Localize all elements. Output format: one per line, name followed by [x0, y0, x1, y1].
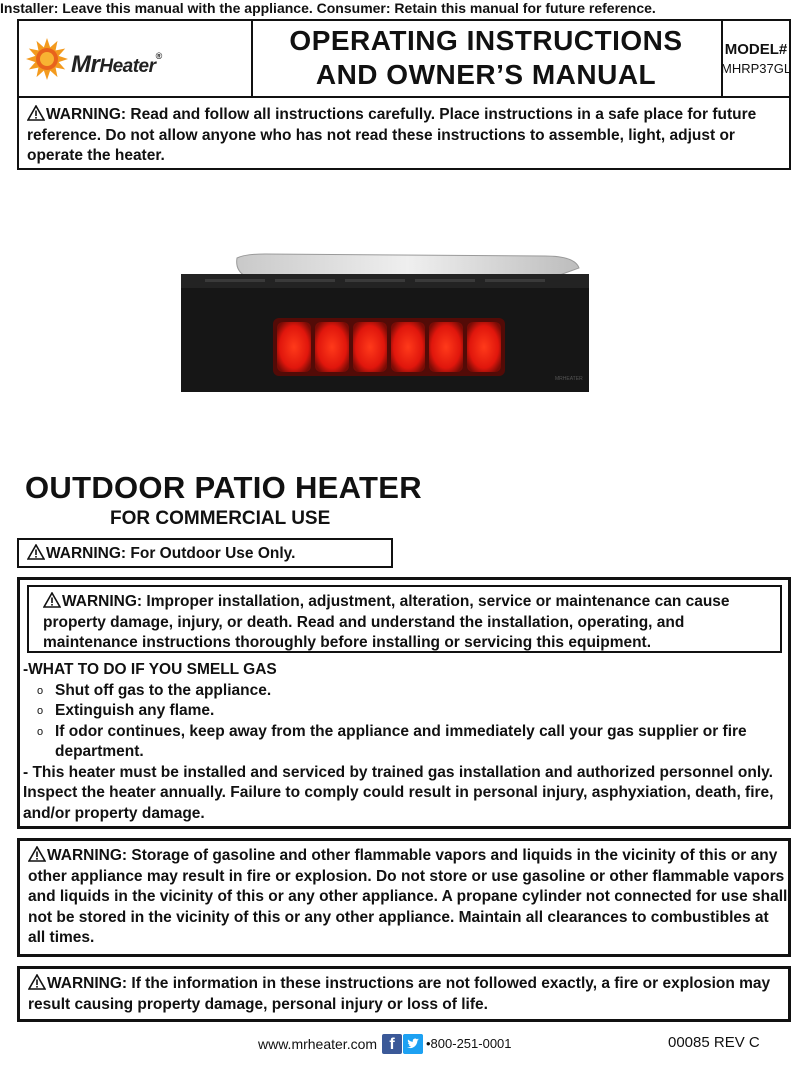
warning-read-instructions — [17, 98, 791, 170]
bullet-marker: o — [37, 705, 44, 717]
warning-text: Storage of gasoline and other flammable vapors and liquids in the vicinity of this or any other appliance may result in fire or explosion. Do not store or use gasoline or other flammable vapors and liquids in the vicinity of this or any other appliance. A propane cylinder not connected for use shall not be stored in the vicinity of this or any other appliance. Maintain all clearances to combustibles at all times. — [28, 847, 788, 946]
list-item-text: If odor continues, keep away from the appliance and immediately call your gas supplier or fire department. — [55, 722, 747, 760]
heater-badge-label: MRHEATER — [555, 376, 583, 382]
warning-text: For Outdoor Use Only. — [130, 545, 296, 562]
warning-flammable-storage — [17, 838, 791, 957]
twitter-icon — [403, 1034, 423, 1054]
warning-triangle-icon — [28, 974, 46, 990]
warning-keyword: WARNING: — [47, 975, 128, 992]
warning-keyword: WARNING: — [47, 847, 128, 864]
logo-heater: Heater — [99, 56, 156, 77]
warning-keyword: WARNING: — [62, 593, 143, 610]
website-url: www.mrheater.com — [258, 1036, 378, 1052]
warning-triangle-icon — [28, 846, 46, 862]
warning-keyword: WARNING: — [46, 106, 127, 123]
facebook-icon: f — [382, 1034, 402, 1054]
model-label: MODEL# — [724, 41, 788, 58]
warning-text: If the information in these instructions are not followed exactly, a fire or explosion may result causing property damage, personal injury or loss of life. — [28, 975, 771, 1013]
brand-logo — [19, 21, 253, 96]
warning-outdoor-use — [17, 538, 393, 568]
smell-gas-instructions — [23, 660, 783, 824]
heater-product-image — [165, 250, 605, 400]
product-subtitle: FOR COMMERCIAL USE — [110, 508, 331, 529]
title-line-1: OPERATING INSTRUCTIONS — [289, 25, 683, 56]
gas-safety-box — [17, 577, 791, 829]
logo-registered: ® — [155, 51, 162, 61]
title-line-2: AND OWNER’S MANUAL — [315, 59, 657, 90]
warning-fire-explosion — [17, 966, 791, 1022]
installation-note: - This heater must be installed and serviced by trained gas installation and authorized personnel only. Inspect the heater annually. Failure to comply could result in personal injury, asphyxiation, death, fire, and/or property damage. — [23, 763, 774, 822]
list-item-text: Shut off gas to the appliance. — [55, 681, 272, 699]
installer-notice: Installer: Leave this manual with the appliance. Consumer: Retain this manual for future reference. — [0, 0, 656, 16]
logo-mr: Mr — [71, 51, 100, 78]
bullet-marker: o — [37, 725, 44, 738]
warning-text: Improper installation, adjustment, alteration, service or maintenance can cause property damage, injury, or death. Read and understand the installation, operating, and maintenance instructions thoroughly before installing or servicing this equipment. — [43, 593, 730, 651]
list-item — [23, 681, 783, 702]
warning-triangle-icon — [43, 592, 61, 608]
phone-number: •800-251-0001 — [426, 1036, 512, 1051]
logo-wordmark — [71, 51, 162, 79]
warning-triangle-icon — [27, 544, 45, 560]
document-revision: 00085 REV C — [668, 1034, 760, 1051]
header-box — [17, 19, 791, 98]
product-title: OUTDOOR PATIO HEATER — [25, 470, 422, 505]
manual-title — [251, 21, 723, 96]
list-item-text: Extinguish any flame. — [55, 702, 215, 719]
smell-gas-heading: -WHAT TO DO IF YOU SMELL GAS — [23, 661, 277, 678]
warning-text: Read and follow all instructions carefully. Place instructions in a safe place for future reference. Do not allow anyone who has not read these instructions to assemble, light, adjust or operate the heater. — [27, 106, 757, 164]
warning-triangle-icon — [27, 105, 45, 121]
model-box — [721, 21, 791, 96]
model-number: MHRP37GL — [721, 61, 792, 76]
list-item — [23, 701, 783, 722]
sun-logo-icon — [25, 37, 69, 81]
list-item — [23, 722, 783, 763]
warning-keyword: WARNING: — [46, 545, 127, 562]
warning-installation — [27, 585, 782, 653]
bullet-marker: o — [37, 684, 44, 697]
